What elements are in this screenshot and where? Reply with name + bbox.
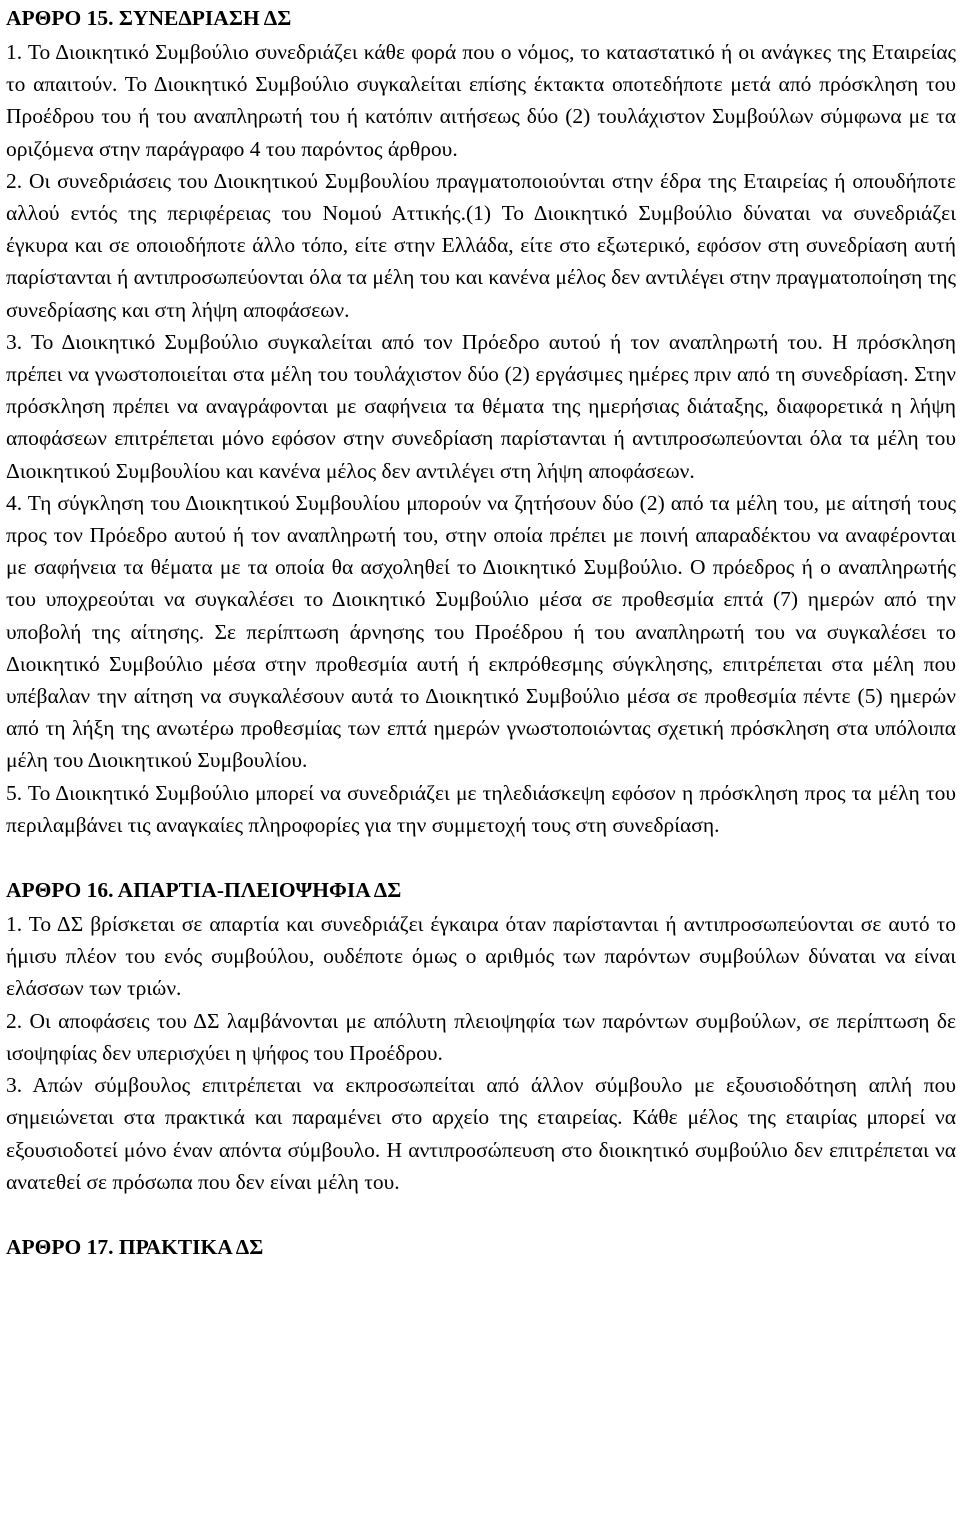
section-spacer <box>6 841 956 872</box>
article-paragraph: 3. Το Διοικητικό Συμβούλιο συγκαλείται από τον Πρόεδρο αυτού ή τον αναπληρωτή του. Η πρόσκληση πρέπει να γνωστοποιείται στα μέλη του τουλάχιστον δύο (2) εργάσιμες ημέρες πριν από τη συνεδρίαση. Στην πρόσκληση πρέπει να αναγράφονται με σαφήνεια τα θέματα της ημερήσιας διάταξης, διαφορετικά η λήψη αποφάσεων επιτρέπεται μόνο εφόσον στην συνεδρίαση παρίστανται ή αντιπροσωπεύονται όλα τα μέλη του Διοικητικού Συμβουλίου και κανένα μέλος δεν αντιλέγει στη λήψη αποφάσεων. <box>6 329 956 483</box>
article-heading: ΑΡΘΡΟ 16. ΑΠΑΡΤΙΑ-ΠΛΕΙΟΨΗΦΙΑ ΔΣ <box>6 878 402 903</box>
article-paragraph: 3. Απών σύμβουλος επιτρέπεται να εκπροσωπείται από άλλον σύμβουλο με εξουσιοδότηση απλή που σημειώνεται στα πρακτικά και παραμένει στο αρχείο της εταιρείας. Κάθε μέλος της εταιρίας μπορεί να εξουσιοδοτεί μόνο έναν απόντα σύμβουλο. Η αντιπροσώπευση στο διοικητικό συμβούλιο δεν επιτρέπεται να ανατεθεί σε πρόσωπα που δεν είναι μέλη του. <box>6 1073 956 1194</box>
article-paragraph: 1. Το ΔΣ βρίσκεται σε απαρτία και συνεδριάζει έγκαιρα όταν παρίστανται ή αντιπροσωπεύονται σε αυτό το ήμισυ πλέον του ενός συμβούλου, ουδέποτε όμως ο αριθμός των παρόντων συμβούλων δύναται να είναι ελάσσων των τριών. <box>6 912 956 1001</box>
article-paragraph: 2. Οι συνεδριάσεις του Διοικητικού Συμβουλίου πραγματοποιούνται στην έδρα της Εταιρείας ή οπουδήποτε αλλού εντός της περιφέρειας του Νομού Αττικής.(1) Το Διοικητικό Συμβούλιο δύναται να συνεδριάζει έγκυρα και σε οποιοδήποτε άλλο τόπο, είτε στην Ελλάδα, είτε στο εξωτερικό, εφόσον στη συνεδρίαση αυτή παρίστανται ή αντιπροσωπεύονται όλα τα μέλη του και κανένα μέλος δεν αντιλέγει στην πραγματοποίηση της συνεδρίασης και στη λήψη αποφάσεων. <box>6 168 956 322</box>
article-paragraph: 1. Το Διοικητικό Συμβούλιο συνεδριάζει κάθε φορά που ο νόμος, το καταστατικό ή οι ανάγκες της Εταιρείας το απαιτούν. Το Διοικητικό Συμβούλιο συγκαλείται επίσης έκτακτα οποτεδήποτε μετά από πρόσκληση του Προέδρου του ή του αναπληρωτή του ή κατόπιν αιτήσεως δύο (2) τουλάχιστον Συμβούλων σύμφωνα με τα οριζόμενα στην παράγραφο 4 του παρόντος άρθρου. <box>6 40 956 161</box>
article-heading: ΑΡΘΡΟ 15. ΣΥΝΕΔΡΙΑΣΗ ΔΣ <box>6 6 292 30</box>
article-17 <box>6 1229 956 1265</box>
article-paragraph: 5. Το Διοικητικό Συμβούλιο μπορεί να συνεδριάζει με τηλεδιάσκεψη εφόσον η πρόσκληση προς τα μέλη του περιλαμβάνει τις αναγκαίες πληροφορίες για την συμμετοχή τους στη συνεδρίαση. <box>6 780 956 837</box>
article-15 <box>6 0 956 841</box>
article-paragraph: 4. Τη σύγκληση του Διοικητικού Συμβουλίου μπορούν να ζητήσουν δύο (2) από τα μέλη του, με αίτησή τους προς τον Πρόεδρο αυτού ή τον αναπληρωτή του, στην οποία πρέπει με ποινή απαραδέκτου να αναφέρονται με σαφήνεια τα θέματα με τα οποία θα ασχοληθεί το Διοικητικό Συμβούλιο. Ο πρόεδρος ή ο αναπληρωτής του υποχρεούται να συγκαλέσει το Διοικητικό Συμβούλιο μέσα σε προθεσμία επτά (7) ημερών από την υποβολή της αίτησης. Σε περίπτωση άρνησης του Προέδρου ή του αναπληρωτή του να συγκαλέσει το Διοικητικό Συμβούλιο μέσα στην προθεσμία αυτή ή εκπρόθεσμης σύγκλησης, επιτρέπεται στα μέλη που υπέβαλαν την αίτηση να συγκαλέσουν αυτά το Διοικητικό Συμβούλιο μέσα σε προθεσμία πέντε (5) ημερών από τη λήξη της ανωτέρω προθεσμίας των επτά ημερών γνωστοποιώντας σχετική πρόσκληση στα υπόλοιπα μέλη του Διοικητικού Συμβουλίου. <box>6 490 956 773</box>
article-16 <box>6 872 956 1198</box>
section-spacer <box>6 1198 956 1229</box>
article-paragraph: 2. Οι αποφάσεις του ΔΣ λαμβάνονται με απόλυτη πλειοψηφία των παρόντων συμβούλων, σε περίπτωση δε ισοψηφίας δεν υπερισχύει η ψήφος του Προέδρου. <box>6 1008 956 1065</box>
article-heading: ΑΡΘΡΟ 17. ΠΡΑΚΤΙΚΑ ΔΣ <box>6 1234 264 1259</box>
